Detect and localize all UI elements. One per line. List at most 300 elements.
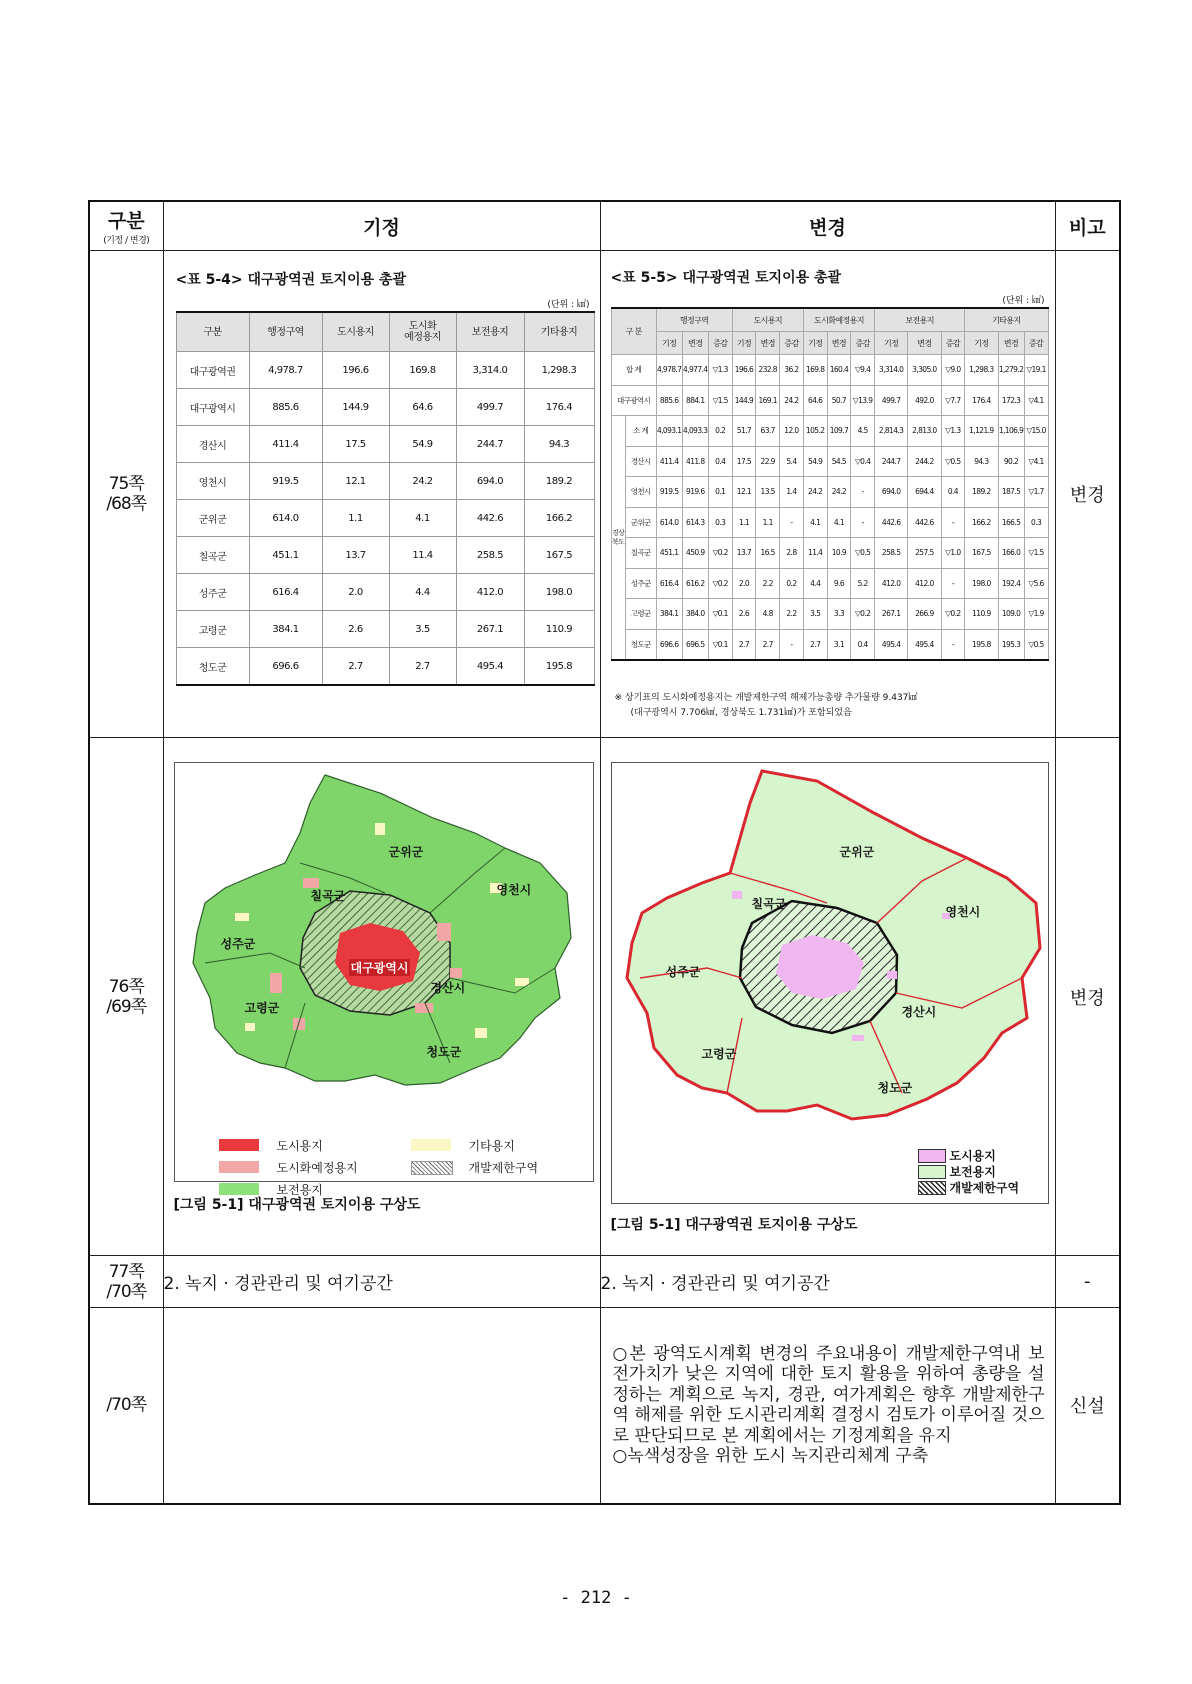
table5-cell: ▽1.0 [941,538,965,569]
table5-subheader-cell: 기정 [656,332,682,355]
table5-cell: 411.4 [656,446,682,477]
table5-header-cell: 구 분 [611,308,656,355]
table5-cell: ▽4.1 [1024,446,1048,477]
table-row [611,446,1048,477]
table5-cell: 187.5 [998,477,1024,508]
table5-cell: 24.2 [780,385,804,416]
table-row [176,426,594,463]
table5-cell: - [941,629,965,660]
table4-cell: 267.1 [456,611,524,648]
table-row [611,507,1048,538]
table5-header-cell: 보전용지 [875,308,965,332]
before-empty [163,1308,600,1504]
table5-cell: 166.2 [965,507,998,538]
table5-cell: 1,121.9 [965,416,998,447]
table4-cell: 176.4 [524,389,594,426]
table5-cell: 109.7 [827,416,851,447]
legend-urban-label: 도시용지 [276,1139,323,1153]
table5-cell: ▽0.2 [851,599,875,630]
after-text [600,1308,1055,1504]
table-row [176,537,594,574]
table4-cell: 198.0 [524,574,594,611]
table5-cell: 경산시 [625,446,656,477]
table5-cell: 2,813.0 [908,416,941,447]
table5-header-cell: 도시용지 [732,308,803,332]
table5-cell: 2.7 [803,629,827,660]
table5-cell: - [941,507,965,538]
table5-cell: 50.7 [827,385,851,416]
table4-cell: 54.9 [389,426,456,463]
table4-cell: 대구광역시 [176,389,249,426]
legend-urban-swatch [219,1139,259,1151]
table5-unit: (단위 : ㎢) [1002,296,1045,306]
table5-cell: 412.0 [875,568,908,599]
map2-label-cheongdo: 청도군 [877,1081,913,1095]
map1-caption: [그림 5-1] 대구광역권 토지이용 구상도 [173,1197,421,1213]
table5-subheader-cell: 증감 [1024,332,1048,355]
table5-region-cell: 경상북도 [611,416,625,661]
map1-label-yeongcheon: 영천시 [496,883,532,897]
table5-cell: 고령군 [625,599,656,630]
table5-subheader-cell: 증감 [780,332,804,355]
table5-cell: 3.5 [803,599,827,630]
table5-cell: 3,305.0 [908,355,941,386]
table5-cell: 412.0 [908,568,941,599]
table4-cell: 13.7 [322,537,389,574]
table4-cell: 17.5 [322,426,389,463]
table5-cell: 267.1 [875,599,908,630]
table5-cell: 110.9 [965,599,998,630]
legend-planned-swatch [219,1161,259,1173]
row-note: 신설 [1055,1308,1120,1504]
table5-cell: 3,314.0 [875,355,908,386]
table5-cell: 144.9 [732,385,756,416]
table5-cell: 군위군 [625,507,656,538]
before-table-cell [163,251,600,738]
table5-cell: ▽0.2 [708,568,732,599]
table4-cell: 경산시 [176,426,249,463]
table5-cell: 2.8 [780,538,804,569]
table4-cell: 2.7 [322,648,389,686]
table5-cell: ▽1.5 [1024,538,1048,569]
table5-cell: 384.1 [656,599,682,630]
table5-cell: 13.7 [732,538,756,569]
table5-cell: 51.7 [732,416,756,447]
table5-cell: 1.1 [732,507,756,538]
table-row [611,385,1048,416]
table4-cell: 166.2 [524,500,594,537]
table5 [611,307,1049,661]
table4-cell: 189.2 [524,463,594,500]
table4-cell: 고령군 [176,611,249,648]
table5-cell: 합 계 [611,355,656,386]
table4-cell: 1,298.3 [524,352,594,389]
table5-cell: ▽1.3 [708,355,732,386]
table4-cell: 196.6 [322,352,389,389]
table5-cell: 495.4 [908,629,941,660]
table4-cell: 495.4 [456,648,524,686]
table5-cell: 94.3 [965,446,998,477]
table4-cell: 451.1 [249,537,322,574]
table5-cell: 12.0 [780,416,804,447]
table4-header-cell: 도시용지 [322,312,389,352]
table5-header-cell: 기타용지 [965,308,1048,332]
table4-cell: 2.0 [322,574,389,611]
row-section-heading [89,1256,1120,1308]
table5-cell: 694.4 [908,477,941,508]
table4-cell: 442.6 [456,500,524,537]
table5-cell: 9.6 [827,568,851,599]
table4-header-cell: 구분 [176,312,249,352]
table5-cell: 169.8 [803,355,827,386]
table5-cell: 198.0 [965,568,998,599]
table5-cell: 0.2 [708,416,732,447]
table5-subheader-cell: 기정 [965,332,998,355]
table-row [611,568,1048,599]
table5-cell: 195.3 [998,629,1024,660]
table4-cell: 대구광역권 [176,352,249,389]
table5-cell: 450.9 [682,538,708,569]
table5-cell: 266.9 [908,599,941,630]
table-row [611,477,1048,508]
map2-caption: [그림 5-1] 대구광역권 토지이용 구상도 [610,1217,858,1233]
map2-label-gunwi: 군위군 [839,845,875,859]
table5-cell: ▽0.1 [708,629,732,660]
table5-cell: 614.0 [656,507,682,538]
table-row [611,599,1048,630]
table5-subheader-cell: 변경 [827,332,851,355]
table5-cell: 4,093.1 [656,416,682,447]
table4-cell: 3.5 [389,611,456,648]
table5-subheader-cell: 기정 [732,332,756,355]
table4-cell: 11.4 [389,537,456,574]
table5-cell: 54.9 [803,446,827,477]
table5-subheader-row [611,332,1048,355]
table-row [611,416,1048,447]
map2-label-chilgok: 칠곡군 [751,897,787,911]
table4-cell: 2.6 [322,611,389,648]
table5-cell: 696.5 [682,629,708,660]
table5-cell: 2.6 [732,599,756,630]
table5-cell: ▽0.4 [851,446,875,477]
header-before: 기정 [163,201,600,251]
table-row [611,538,1048,569]
table5-cell: 2,814.3 [875,416,908,447]
table5-footnote1: ※ 상기표의 도시화예정용지는 개발제한구역 해제가능총량 추가물량 9.437㎢ [614,693,918,703]
table5-subheader-cell: 기정 [803,332,827,355]
table5-cell: 11.4 [803,538,827,569]
table5-cell: 22.9 [756,446,780,477]
legend-planned-label: 도시화예정용지 [276,1161,358,1175]
table5-subheader-cell: 변경 [682,332,708,355]
table-row [176,389,594,426]
legend2-conserve-swatch [918,1165,946,1179]
table4-cell: 167.5 [524,537,594,574]
table-row [176,500,594,537]
table5-subheader-cell: 기정 [875,332,908,355]
table5-subheader-cell: 변경 [998,332,1024,355]
table5-cell: 189.2 [965,477,998,508]
table5-cell: 495.4 [875,629,908,660]
table5-cell: 0.4 [851,629,875,660]
legend-other-swatch [411,1139,451,1151]
table4-cell: 919.5 [249,463,322,500]
row-note: 변경 [1055,251,1120,738]
table5-cell: 4.4 [803,568,827,599]
table4-title: <표 5-4> 대구광역권 토지이용 총괄 [175,272,407,288]
row-page: 77쪽 /70쪽 [89,1256,163,1308]
table5-cell: ▽0.5 [941,446,965,477]
after-heading: 2. 녹지 · 경관관리 및 여기공간 [600,1256,1055,1308]
table5-cell: 4.5 [851,416,875,447]
table4-cell: 칠곡군 [176,537,249,574]
table5-cell: 63.7 [756,416,780,447]
table5-cell: - [851,477,875,508]
table4-header-cell: 기타용지 [524,312,594,352]
table5-header-cell: 행정구역 [656,308,732,332]
header-row [89,201,1120,251]
table5-cell: 919.6 [682,477,708,508]
table-row [176,463,594,500]
table5-cell: 4.1 [827,507,851,538]
table5-cell: 16.5 [756,538,780,569]
table4-cell: 4,978.7 [249,352,322,389]
table5-cell: 1.4 [780,477,804,508]
row-page: /70쪽 [89,1308,163,1504]
map1-label-gunwi: 군위군 [388,845,424,859]
before-heading: 2. 녹지 · 경관관리 및 여기공간 [163,1256,600,1308]
header-note: 비고 [1055,201,1120,251]
map1-label-goryeong: 고령군 [244,1001,280,1015]
table5-cell: 411.8 [682,446,708,477]
table5-cell: 17.5 [732,446,756,477]
table5-cell: - [780,507,804,538]
table5-subheader-cell: 증감 [941,332,965,355]
table5-cell: 160.4 [827,355,851,386]
row-maps [89,738,1120,1256]
table4-cell: 614.0 [249,500,322,537]
table5-cell: 885.6 [656,385,682,416]
table5-cell: 232.8 [756,355,780,386]
table5-cell: 성주군 [625,568,656,599]
table5-cell: 1,279.2 [998,355,1024,386]
table5-cell: 442.6 [875,507,908,538]
table5-cell: 169.1 [756,385,780,416]
table5-cell: 451.1 [656,538,682,569]
table4-cell: 1.1 [322,500,389,537]
table5-subheader-cell: 증감 [851,332,875,355]
table4-cell: 성주군 [176,574,249,611]
page-number: - 212 - [560,1588,632,1608]
row-page: 75쪽 /68쪽 [89,251,163,738]
table5-header-cell: 도시화예정용지 [803,308,874,332]
table5-cell: 24.2 [803,477,827,508]
header-category: 구분 (기정 / 변경) [89,201,163,251]
table5-cell: 384.0 [682,599,708,630]
table-row [611,629,1048,660]
table5-cell: - [851,507,875,538]
table5-cell: 195.8 [965,629,998,660]
table5-cell: 614.3 [682,507,708,538]
table5-cell: 166.5 [998,507,1024,538]
row-tables [89,251,1120,738]
table4-cell: 군위군 [176,500,249,537]
table5-cell: 소 계 [625,416,656,447]
table5-cell: ▽15.0 [1024,416,1048,447]
table5-cell: 244.2 [908,446,941,477]
table5-cell: 919.5 [656,477,682,508]
table4-cell: 4.4 [389,574,456,611]
table4-cell: 94.3 [524,426,594,463]
table-row [176,352,594,389]
row-page: 76쪽 /69쪽 [89,738,163,1256]
table4-cell: 384.1 [249,611,322,648]
table5-cell: ▽19.1 [1024,355,1048,386]
table4-cell: 4.1 [389,500,456,537]
after-paragraph-1: ○본 광역도시계획 변경의 주요내용이 개발제한구역내 보전가치가 낮은 지역에 대한 토지 활용을 위하여 총량을 설정하는 계획으로 녹지, 경관, 여가계획은 향후 개발제한구역 해제를 위한 도시관리계획 결정시 검토가 이루어질 것으로 판단되므로 본 계획에서는 기정계획을 유지 [612,1343,1045,1446]
map1-label-gyeongsan: 경산시 [430,981,466,995]
table5-cell: ▽1.9 [1024,599,1048,630]
comparison-table [88,200,1121,1505]
legend-other-label: 기타용지 [468,1139,515,1153]
table4-cell: 144.9 [322,389,389,426]
table5-cell: 105.2 [803,416,827,447]
table5-cell: 167.5 [965,538,998,569]
table4-cell: 110.9 [524,611,594,648]
table5-cell: 1,298.3 [965,355,998,386]
table5-cell: 884.1 [682,385,708,416]
table5-cell: 192.4 [998,568,1024,599]
land-use-map-after [611,762,1049,1204]
row-note: - [1055,1256,1120,1308]
row-note: 변경 [1055,738,1120,1256]
table5-cell: ▽1.3 [941,416,965,447]
table5-cell: 4.8 [756,599,780,630]
before-map-cell [163,738,600,1256]
table4-cell: 412.0 [456,574,524,611]
table5-cell: ▽4.1 [1024,385,1048,416]
table5-cell: 257.5 [908,538,941,569]
map2-label-goryeong: 고령군 [701,1047,737,1061]
table5-cell: 청도군 [625,629,656,660]
legend2-urban-swatch [918,1149,946,1163]
table5-cell: 696.6 [656,629,682,660]
table5-cell: 4,978.7 [656,355,682,386]
table5-cell: ▽0.1 [708,599,732,630]
table5-cell: 0.4 [708,446,732,477]
legend-greenbelt-swatch [411,1161,453,1175]
table5-cell: ▽0.2 [708,538,732,569]
table5-cell: 영천시 [625,477,656,508]
table4-cell: 169.8 [389,352,456,389]
table5-cell: 176.4 [965,385,998,416]
table5-cell: ▽7.7 [941,385,965,416]
table4-cell: 195.8 [524,648,594,686]
table5-cell: 36.2 [780,355,804,386]
map1-label-cheongdo: 청도군 [426,1045,462,1059]
table5-cell: 442.6 [908,507,941,538]
map2-label-seongju: 성주군 [665,965,701,979]
table5-cell: 244.7 [875,446,908,477]
map1-label-daegu: 대구광역시 [350,961,409,975]
table4-cell: 3,314.0 [456,352,524,389]
legend2-greenbelt-label: 개발제한구역 [949,1181,1020,1195]
table4-header-cell: 도시화 예정용지 [389,312,456,352]
table4-cell: 499.7 [456,389,524,426]
table5-cell: 2.2 [780,599,804,630]
after-map-cell [600,738,1055,1256]
table5-cell: 172.3 [998,385,1024,416]
table5-cell: 492.0 [908,385,941,416]
table5-cell: 13.5 [756,477,780,508]
table5-cell: 0.3 [1024,507,1048,538]
table5-cell: 90.2 [998,446,1024,477]
table5-subheader-cell: 증감 [708,332,732,355]
table5-cell: 4,977.4 [682,355,708,386]
table5-title: <표 5-5> 대구광역권 토지이용 총괄 [610,270,842,286]
table4-cell: 616.4 [249,574,322,611]
table5-cell: 54.5 [827,446,851,477]
table5-cell: 499.7 [875,385,908,416]
table5-cell: ▽9.0 [941,355,965,386]
legend-conserve-label: 보전용지 [276,1183,323,1197]
table4-header-cell: 행정구역 [249,312,322,352]
map1-label-chilgok: 칠곡군 [310,889,346,903]
table5-cell: ▽0.5 [1024,629,1048,660]
table5-cell: ▽0.5 [851,538,875,569]
table4-cell: 696.6 [249,648,322,686]
table4-cell: 64.6 [389,389,456,426]
table5-cell: 258.5 [875,538,908,569]
table4-cell: 12.1 [322,463,389,500]
table5-cell: 12.1 [732,477,756,508]
map2-svg [612,763,1048,1203]
table4-cell: 244.7 [456,426,524,463]
table5-cell: ▽5.6 [1024,568,1048,599]
table5-cell: 2.2 [756,568,780,599]
after-paragraph-2: ○녹색성장을 위한 도시 녹지관리체계 구축 [612,1446,929,1467]
table-row [611,355,1048,386]
table5-subheader-cell: 변경 [908,332,941,355]
header-after: 변경 [600,201,1055,251]
table4-header-cell: 보전용지 [456,312,524,352]
legend2-urban-label: 도시용지 [949,1149,996,1163]
table5-cell: ▽1.5 [708,385,732,416]
table5-header-row [611,308,1048,332]
table4-cell: 청도군 [176,648,249,686]
map1-label-seongju: 성주군 [220,937,256,951]
table4-unit: (단위 : ㎢) [547,300,590,310]
table5-cell: 0.3 [708,507,732,538]
table5-cell: 1.1 [756,507,780,538]
table5-cell: 3.1 [827,629,851,660]
table5-cell: 196.6 [732,355,756,386]
table4-cell: 24.2 [389,463,456,500]
table5-cell: 616.2 [682,568,708,599]
table4-header-row [176,312,594,352]
table4-cell: 2.7 [389,648,456,686]
table5-cell: 4.1 [803,507,827,538]
table5-cell: - [780,629,804,660]
table5-cell: 0.1 [708,477,732,508]
table5-cell: ▽13.9 [851,385,875,416]
table5-cell: 5.2 [851,568,875,599]
map2-label-gyeongsan: 경산시 [901,1005,937,1019]
table5-cell: 2.7 [732,629,756,660]
table5-subheader-cell: 변경 [756,332,780,355]
table5-cell: 2.7 [756,629,780,660]
table5-cell: ▽1.7 [1024,477,1048,508]
